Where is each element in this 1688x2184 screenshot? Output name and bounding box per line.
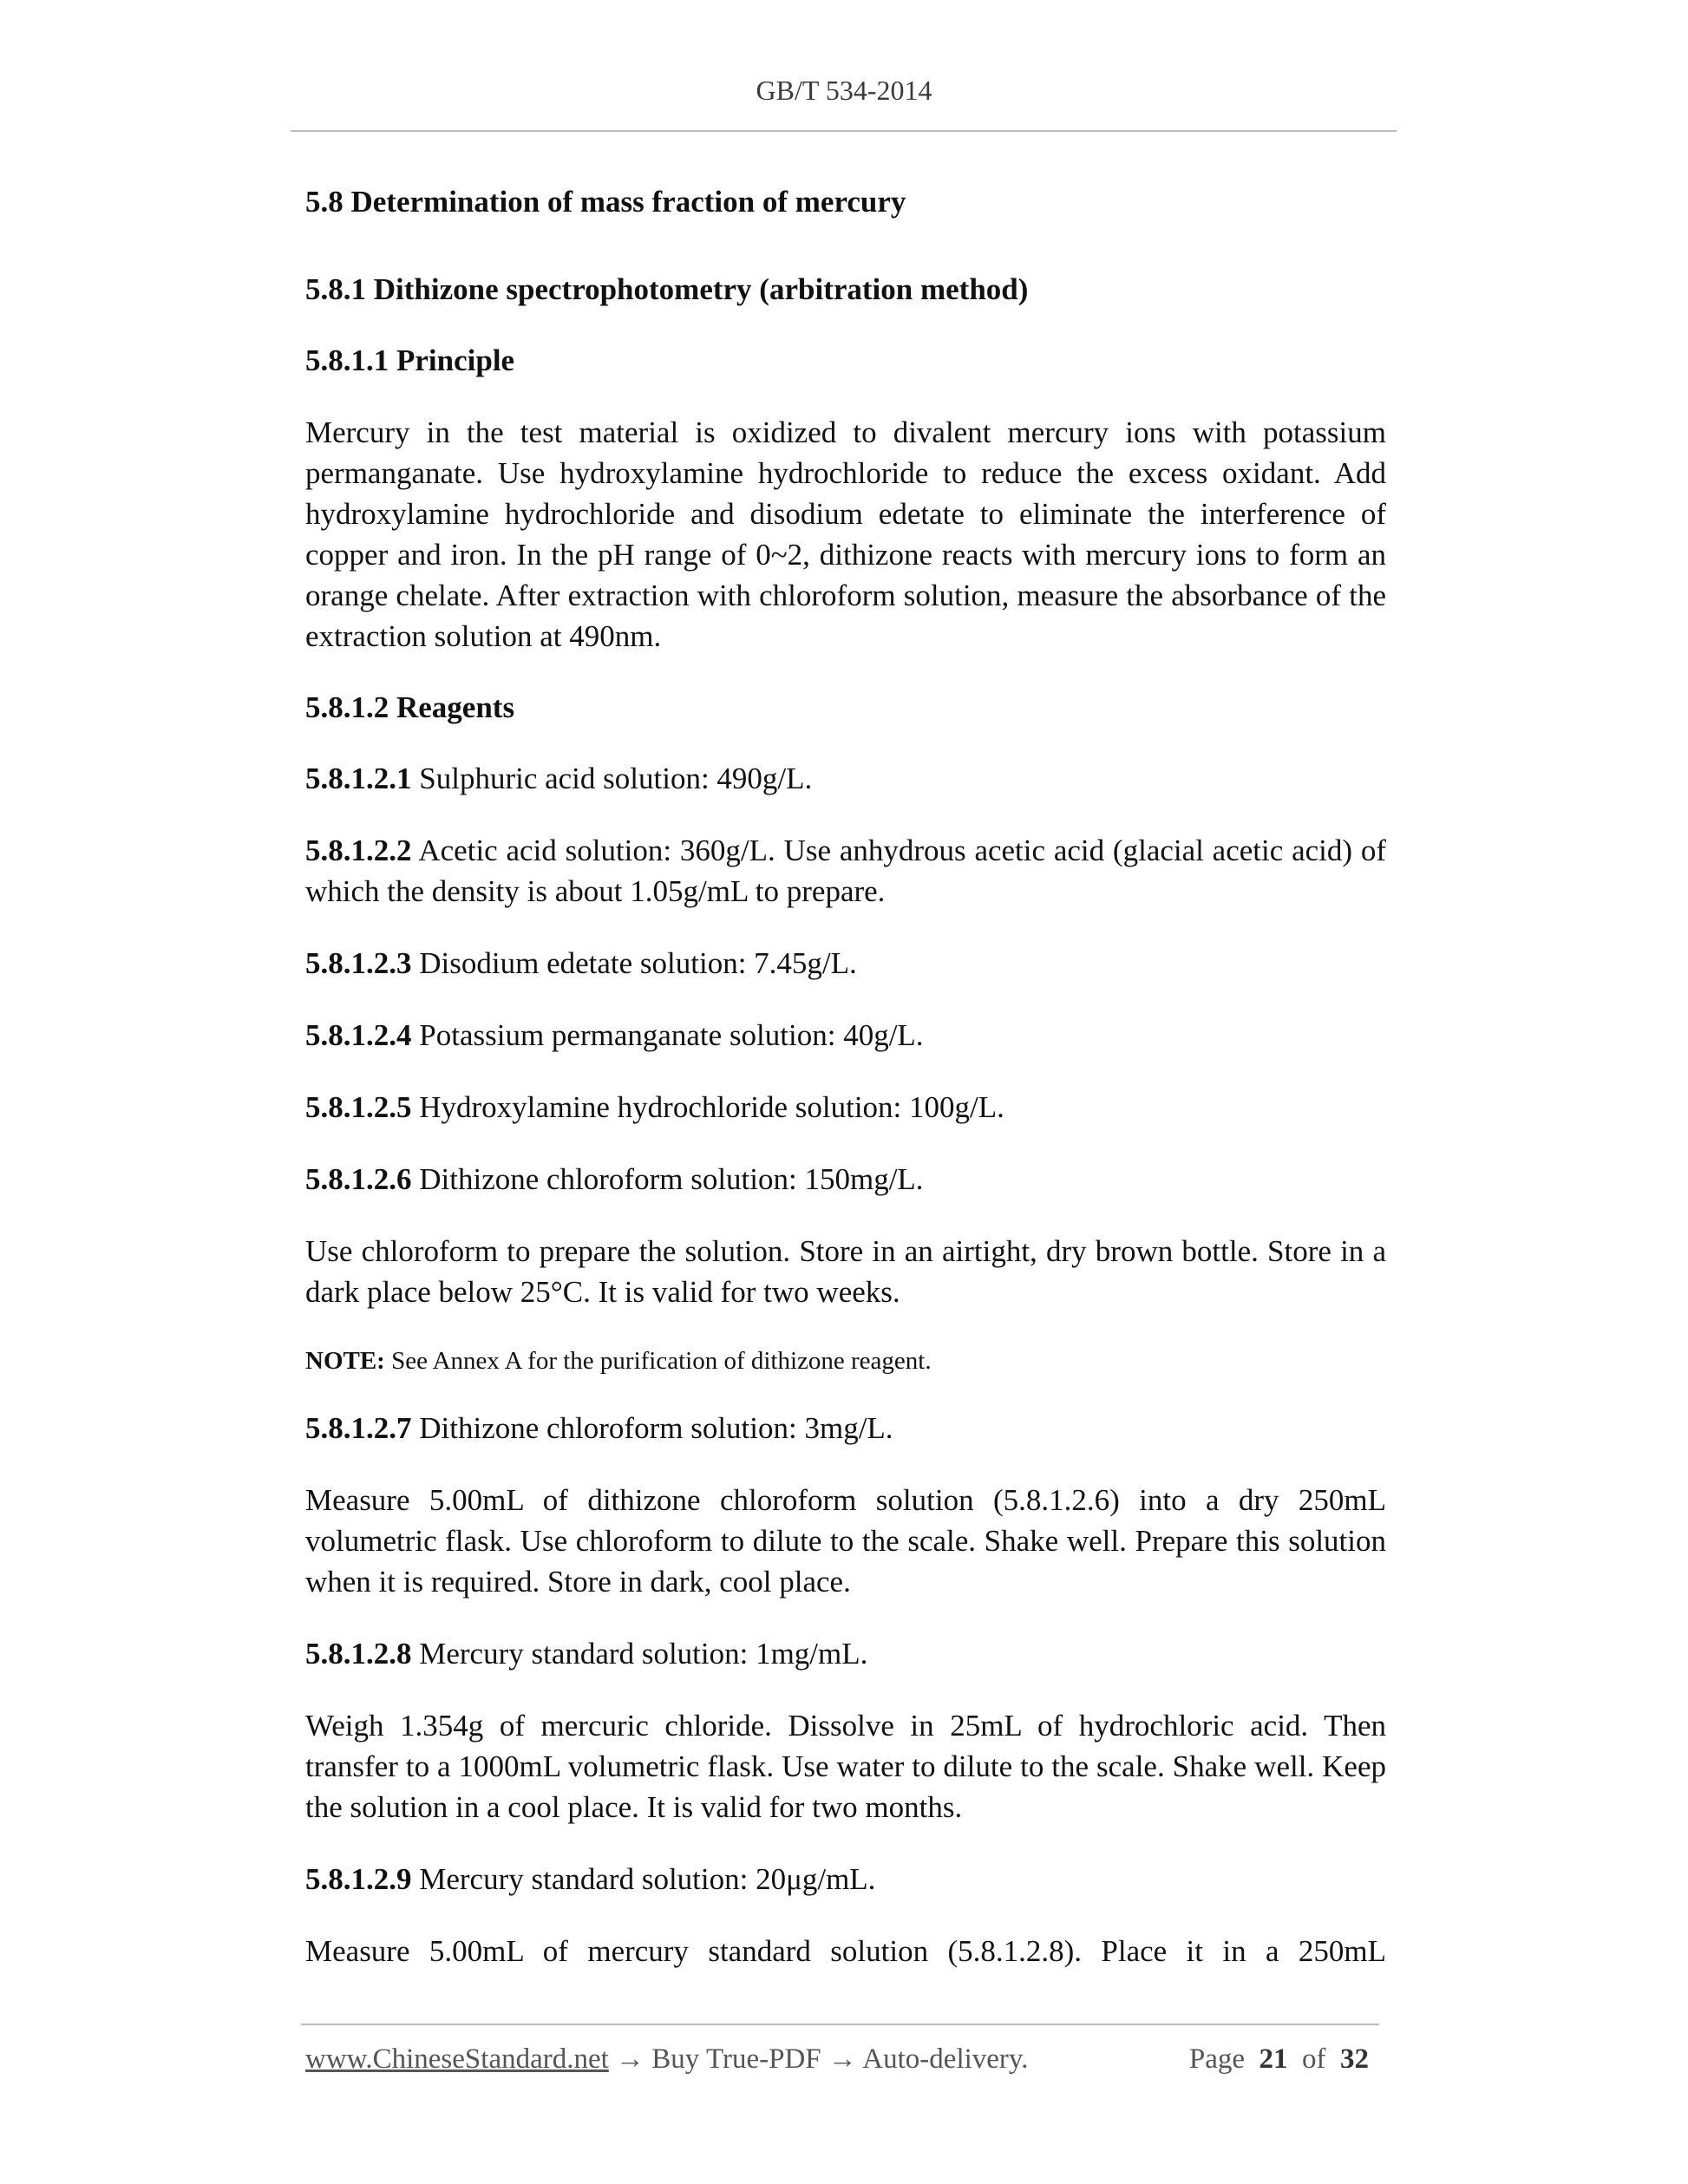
footer-divider bbox=[301, 2024, 1379, 2025]
list-item bbox=[305, 1633, 1386, 1674]
section-heading: 5.8 Determination of mass fraction of mercury bbox=[305, 185, 906, 219]
paragraph: Mercury in the test material is oxidized to divalent mercury ions with potassium permanganate. Use hydroxylamine hydrochloride to reduce the excess oxidant. Add hydroxylamine hydrochloride and disodium edetate to eliminate the interference of copper and iron. In the pH range of 0~2, dithizone reacts with mercury ions to form an orange chelate. After extraction with chloroform solution, measure the absorbance of the extraction solution at 490nm. bbox=[305, 415, 1386, 653]
item-text: Disodium edetate solution: 7.45g/L. bbox=[419, 946, 857, 980]
page-total: 32 bbox=[1340, 2043, 1369, 2075]
note bbox=[305, 1344, 1386, 1378]
list-item bbox=[305, 1408, 1386, 1448]
header-divider bbox=[291, 130, 1397, 132]
page-footer bbox=[305, 2043, 1377, 2076]
page-content bbox=[305, 172, 1386, 1971]
item-number: 5.8.1.2.2 bbox=[305, 834, 412, 867]
item-text: Hydroxylamine hydrochloride solution: 100g/L. bbox=[419, 1090, 1004, 1124]
list-item bbox=[305, 1159, 1386, 1200]
paragraph: Use chloroform to prepare the solution. Store in an airtight, dry brown bottle. Store in a dark place below 25°C. It is valid for two weeks. bbox=[305, 1234, 1386, 1309]
item-text: Dithizone chloroform solution: 150mg/L. bbox=[419, 1162, 924, 1196]
item-number: 5.8.1.2.3 bbox=[305, 946, 412, 980]
list-item bbox=[305, 1087, 1386, 1128]
item-text: Mercury standard solution: 1mg/mL. bbox=[419, 1637, 868, 1671]
item-number: 5.8.1.2.7 bbox=[305, 1411, 412, 1445]
item-text: Sulphuric acid solution: 490g/L. bbox=[419, 762, 813, 795]
item-text: Potassium permanganate solution: 40g/L. bbox=[419, 1018, 924, 1052]
footer-left bbox=[305, 2043, 1029, 2076]
item-number: 5.8.1.2.9 bbox=[305, 1862, 412, 1896]
page-current: 21 bbox=[1259, 2043, 1288, 2075]
item-text: Acetic acid solution: 360g/L. Use anhydrous acetic acid (glacial acetic acid) of which the density is about 1.05g/mL to prepare. bbox=[305, 834, 1386, 908]
paragraph: Measure 5.00mL of dithizone chloroform solution (5.8.1.2.6) into a dry 250mL volumetric flask. Use chloroform to dilute to the scale. Shake well. Prepare this solution when it is required. Store in dark, cool place. bbox=[305, 1483, 1386, 1599]
list-item bbox=[305, 830, 1386, 912]
section-heading: 5.8.1 Dithizone spectrophotometry (arbitration method) bbox=[305, 272, 1029, 306]
list-item bbox=[305, 1859, 1386, 1900]
item-number: 5.8.1.2.6 bbox=[305, 1162, 412, 1196]
section-heading: 5.8.1.2 Reagents bbox=[305, 690, 515, 724]
section-heading: 5.8.1.1 Principle bbox=[305, 343, 515, 377]
item-text: Mercury standard solution: 20μg/mL. bbox=[419, 1862, 876, 1896]
footer-tagline: → Buy True-PDF → Auto-delivery. bbox=[616, 2043, 1029, 2075]
list-item bbox=[305, 943, 1386, 984]
header-title: GB/T 534-2014 bbox=[756, 75, 932, 106]
list-item bbox=[305, 1015, 1386, 1056]
page-indicator: Page 21 of 32 bbox=[1188, 2043, 1369, 2075]
note-text: See Annex A for the purification of dithizone reagent. bbox=[391, 1347, 932, 1375]
list-item bbox=[305, 758, 1386, 799]
paragraph: Measure 5.00mL of mercury standard solution (5.8.1.2.8). Place it in a 250mL bbox=[305, 1934, 1386, 1968]
item-number: 5.8.1.2.4 bbox=[305, 1018, 412, 1052]
item-number: 5.8.1.2.1 bbox=[305, 762, 412, 795]
item-text: Dithizone chloroform solution: 3mg/L. bbox=[419, 1411, 893, 1445]
item-number: 5.8.1.2.8 bbox=[305, 1637, 412, 1671]
paragraph: Weigh 1.354g of mercuric chloride. Dissolve in 25mL of hydrochloric acid. Then transfer to a 1000mL volumetric flask. Use water to dilute to the scale. Shake well. Keep the solution in a cool place. It is valid for two months. bbox=[305, 1709, 1386, 1824]
website-link[interactable]: www.ChineseStandard.net bbox=[305, 2043, 609, 2075]
note-label: NOTE: bbox=[305, 1347, 385, 1375]
item-number: 5.8.1.2.5 bbox=[305, 1090, 412, 1124]
